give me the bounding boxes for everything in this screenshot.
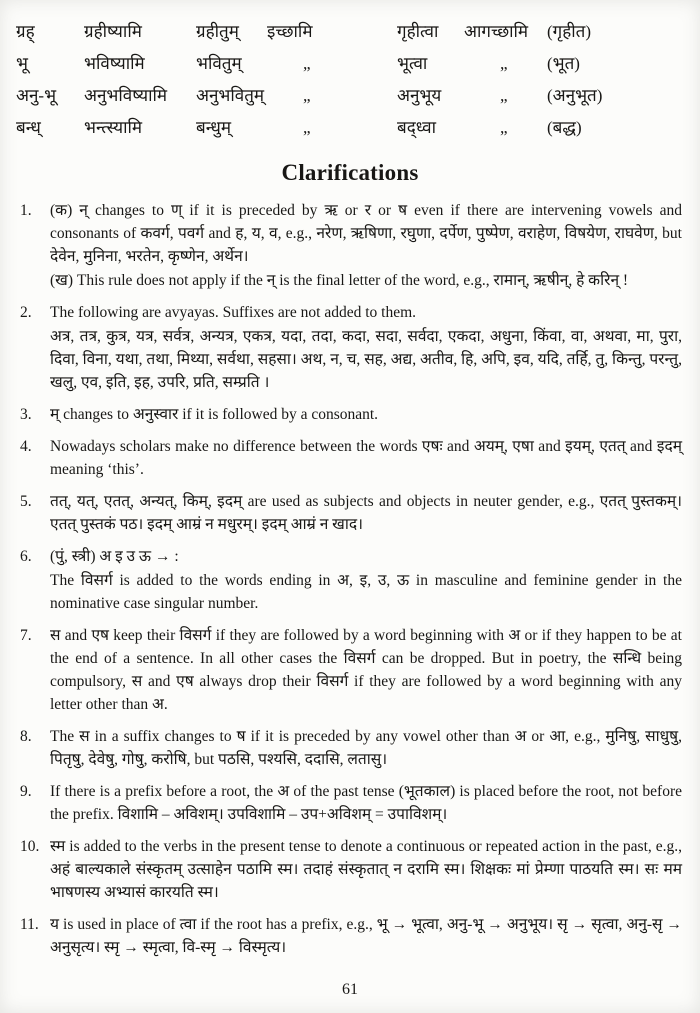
ditto-mark: „ [303, 54, 312, 73]
item-text: The स in a suffix changes to ष if it is preceded by any vowel other than अ or आ, e.g., मुनिषु, साधुषु, पितृषु, देवेषु, गोषु, करोषि, but पठसि, पश्यसि, ददासि, लतासु। [50, 728, 682, 768]
verb-infinitive: अनुभवितुम् [196, 86, 265, 105]
verb-future: अनुभविष्यामि [84, 86, 168, 105]
verb-past-participle: (अनुभूत) [547, 86, 603, 105]
item-number: 8. [20, 728, 32, 745]
list-item [0, 435, 684, 481]
verb-future: भन्त्स्यामि [84, 118, 143, 137]
item-number: 11. [20, 916, 39, 933]
item-text: (क) न् changes to ण् if it is preceded by ऋ or र or ष even if there are intervening vowels and consonants of कवर्ग, पवर्ग and ह, य, व, e.g., नरेण, ऋषिणा, रघुणा, दर्पेण, पुष्पेण, वराहेण, विषयेण, राघवेण, but देवेन, मुनिना, भरतेन, कृष्णेन, अर्थेन। [50, 202, 682, 265]
list-item [0, 301, 684, 394]
item-number: 6. [20, 548, 32, 565]
list-item [0, 403, 684, 426]
item-number: 2. [20, 304, 32, 321]
item-text: Nowadays scholars make no difference between the words एषः and अयम्, एषा and इयम्, एतत् and इदम् meaning ‘this’. [50, 438, 682, 478]
item-text: अत्र, तत्र, कुत्र, यत्र, सर्वत्र, अन्यत्र, एकत्र, यदा, तदा, कदा, सदा, सर्वदा, एकदा, अधुना, किंवा, वा, अथवा, मा, पुरा, दिवा, विना, यथा, तथा, मिथ्या, सर्वथा, सहसा। अथ, न, च, सह, अद्य, अतीव, हि, अपि, इव, यदि, तर्हि, तु, किन्तु, परन्तु, खलु, एव, इति, इह, उपरि, प्रति, सम्प्रति । [50, 328, 682, 391]
list-item [0, 835, 684, 904]
list-item [0, 780, 684, 826]
verb-root: भू [16, 54, 28, 73]
item-text: स and एष keep their विसर्ग if they are followed by a word beginning with अ or if they happen to be at the end of a sentence. In all other cases the विसर्ग can be dropped. But in poetry, the सन्धि being compulsory, स and एष always drop their विसर्ग if they are followed by a word beginning with any letter other than अ. [50, 627, 682, 713]
item-text: य is used in place of त्वा if the root has a prefix, e.g., भू → भूत्वा, अनु-भू → अनुभूय। सृ → सृत्वा, अनु-सृ → अनुसृत्य। स्मृ → स्मृत्वा, वि-स्मृ → विस्मृत्य। [50, 916, 682, 956]
item-text: (पुं, स्त्री) अ इ उ ऊ → : [50, 548, 179, 565]
verb-root: ग्रह् [16, 22, 35, 41]
verb-root: बन्ध् [16, 118, 41, 137]
list-item [0, 624, 684, 716]
list-item [0, 913, 684, 959]
ditto-mark: „ [303, 118, 312, 137]
verb-icchami: इच्छामि [267, 22, 313, 41]
verb-agacchami: आगच्छामि [464, 22, 529, 41]
verb-gerund: गृहीत्वा [397, 22, 439, 41]
verb-infinitive: ग्रहीतुम् [196, 22, 239, 41]
list-item [0, 490, 684, 536]
page-title: Clarifications [281, 160, 419, 185]
ditto-mark: „ [303, 86, 312, 105]
list-item [0, 199, 684, 292]
verb-gerund: भूत्वा [397, 54, 428, 73]
ditto-mark: „ [500, 54, 509, 73]
table-row [14, 80, 686, 112]
verb-past-participle: (गृहीत) [547, 22, 592, 41]
item-number: 10. [20, 838, 40, 855]
verb-future: ग्रहीष्यामि [84, 22, 142, 41]
item-text: If there is a prefix before a root, the अ of the past tense (भूतकाल) is placed before the root, not before the prefix. विशामि – अविशम्। उपविशामि – उप+अविशम् = उपाविशम्। [50, 783, 682, 823]
verb-forms-table [14, 16, 686, 144]
verb-infinitive: भवितुम् [196, 54, 242, 73]
ditto-mark: „ [500, 86, 509, 105]
verb-gerund: अनुभूय [397, 86, 442, 105]
verb-future: भविष्यामि [84, 54, 145, 73]
table-row [14, 48, 686, 80]
verb-gerund: बद्ध्वा [397, 118, 436, 137]
clarifications-list [0, 199, 700, 959]
item-text: स्म is added to the verbs in the present tense to denote a continuous or repeated action in the past, e.g., अहं बाल्यकाले संस्कृतम् उत्साहेन पठामि स्म। तदाहं संस्कृतात् न दरामि स्म। शिक्षकः मां प्रेम्णा पाठयति स्म। सः मम भाषणस्य अभ्यासं कारयति स्म। [50, 838, 682, 901]
verb-root: अनु-भू [16, 86, 57, 105]
list-item [0, 545, 684, 615]
item-number: 3. [20, 406, 32, 423]
page-number: 61 [342, 981, 358, 998]
item-number: 4. [20, 438, 32, 455]
item-text: म् changes to अनुस्वार if it is followed by a consonant. [50, 406, 379, 423]
table-row [14, 112, 686, 144]
ditto-mark: „ [500, 118, 509, 137]
item-number: 5. [20, 493, 32, 510]
verb-past-participle: (भूत) [547, 54, 580, 73]
item-number: 9. [20, 783, 32, 800]
verb-past-participle: (बद्ध) [547, 118, 582, 137]
table-row [14, 16, 686, 48]
item-number: 1. [20, 202, 32, 219]
item-text: (ख) This rule does not apply if the न् is the final letter of the word, e.g., रामान्, ऋषीन्, हे करिन् ! [50, 272, 629, 289]
list-item [0, 725, 684, 771]
item-number: 7. [20, 627, 32, 644]
item-text: तत्, यत्, एतत्, अन्यत्, किम्, इदम् are used as subjects and objects in neuter gender, e.g., एतत् पुस्तकम्। एतत् पुस्तकं पठ। इदम् आम्रं न मधुरम्। इदम् आम्रं न खाद। [50, 493, 682, 533]
verb-infinitive: बन्धुम् [196, 118, 232, 137]
item-text: The following are avyayas. Suffixes are not added to them. [50, 304, 417, 321]
item-text: The विसर्ग is added to the words ending in अ, इ, उ, ऊ in masculine and feminine gender in the nominative case singular number. [50, 572, 682, 612]
